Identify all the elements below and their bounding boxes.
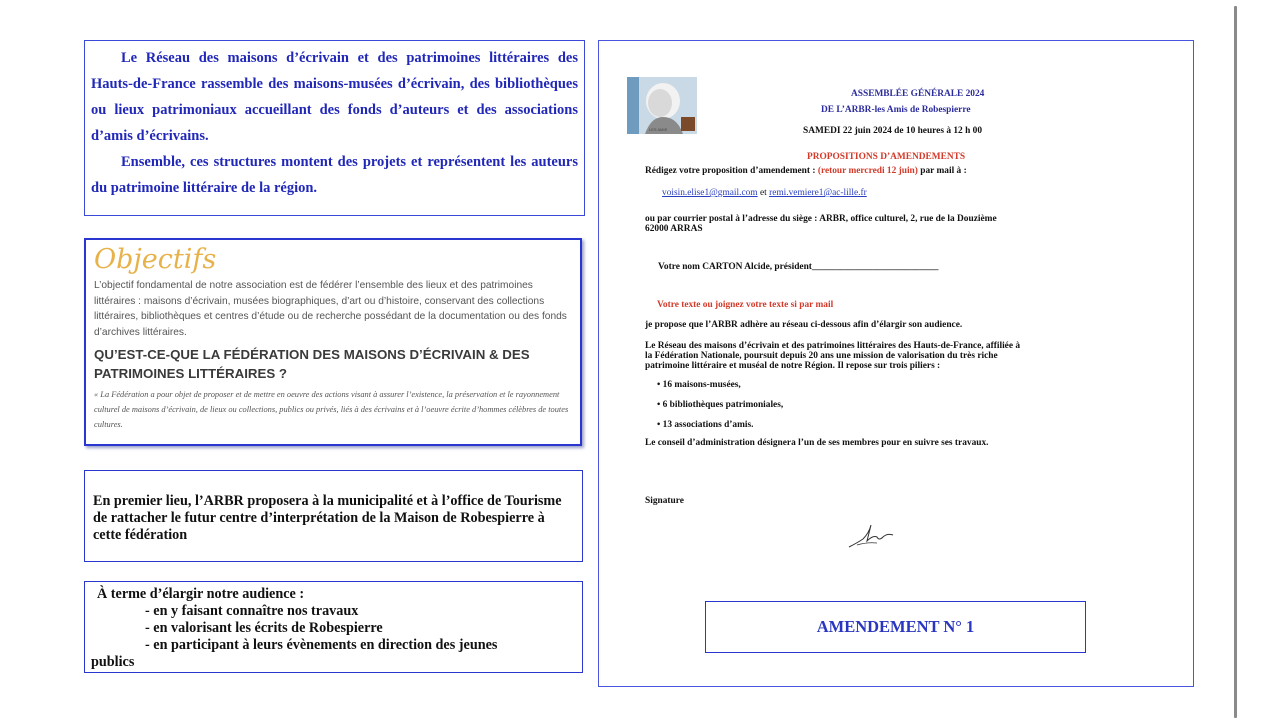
amendment-form-page — [598, 40, 1194, 687]
email-line — [662, 188, 867, 198]
return-deadline: (retour mercredi 12 juin) — [817, 166, 918, 176]
federation-heading: QU’EST-CE-QUE LA FÉDÉRATION DES MAISONS D’ÉCRIVAIN & DES PATRIMOINES LITTÉRAIRES ? — [94, 347, 530, 381]
vertical-scrollbar[interactable] — [1230, 0, 1238, 720]
terme-tail: publics — [91, 654, 135, 670]
reseau-description-line: Le Réseau des maisons d’écrivain et des patrimoines littéraires des Hauts-de-France, affiliée à — [645, 341, 1021, 351]
terme-item: - en participant à leurs évènements en direction des jeunes — [145, 637, 498, 653]
proposal-text: je propose que l’ARBR adhère au réseau ci-dessous afin d’élargir son audience. — [645, 320, 963, 330]
robespierre-portrait-icon — [627, 77, 697, 134]
scrollbar-thumb[interactable] — [1234, 6, 1237, 718]
intro-paragraph-1: Le Réseau des maisons d’écrivain et des patrimoines littéraires des Hauts-de-France rassemble des maisons-musées d’écrivain, des bibliothèques ou lieux patrimoniaux accueillant des fonds d’auteurs et des associations d’amis d’écrivains. — [91, 50, 578, 144]
intro-box — [84, 40, 585, 216]
email-link-2[interactable]: remi.vemiere1@ac-lille.fr — [769, 188, 867, 198]
email-separator: et — [757, 188, 770, 198]
email-link-1[interactable]: voisin.elise1@gmail.com — [662, 188, 758, 198]
postal-address-line-1: ou par courrier postal à l’adresse du siège : ARBR, office culturel, 2, rue de la Douzième — [645, 214, 997, 224]
objectifs-body: L’objectif fondamental de notre association est de fédérer l’ensemble des lieux et des patrimoines littéraires : maisons d’écrivain, musées biographiques, d’art ou d’histoire, conservant des collections littéraires, bibliothèques et centres d’étude ou de recherche possédant de la documentation ou des fonds d’archives littéraires. — [94, 280, 567, 338]
instruction-line — [645, 166, 967, 176]
objectifs-box — [84, 238, 582, 446]
federation-quote: « La Fédération a pour objet de proposer et de mettre en oeuvre des actions visant à assurer l’existence, la préservation et le rayonnement culturel de maisons d’écrivain, de lieux ou collections, publics ou privés, liés à des écrivains et à l’oeuvre écrite d’hommes célèbres de toutes cultures. — [94, 390, 569, 429]
premier-lieu-box — [84, 470, 583, 562]
assembly-subtitle: DE L’ARBR-les Amis de Robespierre — [821, 105, 971, 115]
handwritten-signature — [847, 519, 897, 551]
meeting-date: SAMEDI 22 juin 2024 de 10 heures à 12 h 00 — [803, 126, 983, 136]
signature-label: Signature — [645, 496, 684, 506]
amendment-number-box — [705, 601, 1086, 653]
reseau-description-line: patrimoine littéraire et muséal de notre Région. Il repose sur trois piliers : — [645, 361, 941, 371]
pillar-item: • 16 maisons-musées, — [657, 380, 741, 390]
postal-address-line-2: 62000 ARRAS — [645, 224, 703, 234]
assembly-title: ASSEMBLÉE GÉNÉRALE 2024 — [851, 89, 985, 99]
reseau-description-line: la Fédération Nationale, poursuit depuis 20 ans une mission de valorisation du très riche — [645, 351, 998, 361]
premier-lieu-text: En premier lieu, l’ARBR proposera à la municipalité et à l’office de Tourisme de rattacher le futur centre d’interprétation de la Maison de Robespierre à cette fédération — [93, 493, 562, 543]
instruction-end: par mail à : — [917, 166, 967, 176]
pillar-item: • 6 bibliothèques patrimoniales, — [657, 400, 784, 410]
terme-item: - en valorisant les écrits de Robespierre — [145, 620, 383, 636]
text-prompt: Votre texte ou joignez votre texte si par mail — [657, 300, 834, 310]
svg-text:LES AMIS: LES AMIS — [649, 127, 668, 132]
amendment-number: AMENDEMENT N° 1 — [816, 617, 975, 636]
terme-box — [84, 581, 583, 673]
name-line: Votre nom CARTON Alcide, président___________________________ — [658, 262, 939, 272]
conseil-text: Le conseil d’administration désignera l’un de ses membres pour en suivre ses travaux. — [645, 438, 989, 448]
terme-item: - en y faisant connaître nos travaux — [145, 603, 359, 619]
proposals-title: PROPOSITIONS D’AMENDEMENTS — [807, 152, 966, 162]
objectifs-title: Objectifs — [94, 244, 217, 275]
instruction-text: Rédigez votre proposition d’amendement : — [645, 166, 818, 176]
association-logo — [627, 77, 697, 134]
terme-intro: À terme d’élargir notre audience : — [97, 586, 305, 602]
intro-paragraph-2: Ensemble, ces structures montent des projets et représentent les auteurs du patrimoine littéraire de la région. — [91, 154, 578, 196]
pillar-item: • 13 associations d’amis. — [657, 420, 754, 430]
